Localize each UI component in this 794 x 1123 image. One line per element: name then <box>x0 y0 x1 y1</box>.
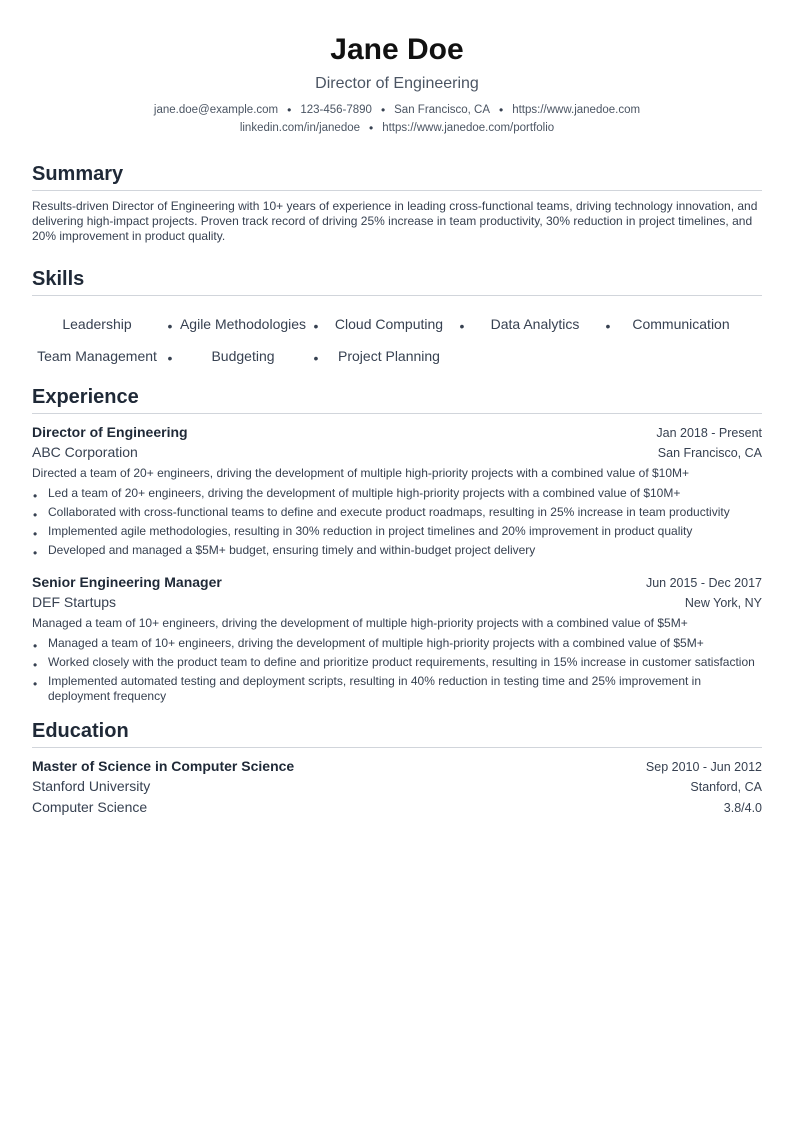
job-dates: Jan 2018 - Present <box>656 426 762 440</box>
skill-item: Project Planning <box>338 347 440 364</box>
bullet-dot: • <box>33 508 38 522</box>
experience-section <box>32 384 762 704</box>
bullet-text: Worked closely with the product team to define and prioritize product requirements, resulting in 15% increase in customer satisfaction <box>48 655 755 669</box>
bullet-text: Managed a team of 10+ engineers, driving the development of multiple high-priority projects with a combined value of $5M+ <box>48 636 704 650</box>
skill-item: Leadership <box>62 315 132 332</box>
skills-row <box>32 346 762 366</box>
skills-heading: Skills <box>32 266 762 296</box>
website-link[interactable]: https://www.janedoe.com <box>512 104 641 116</box>
job-location: San Francisco, CA <box>657 446 762 460</box>
education-heading: Education <box>32 718 762 748</box>
company-name: DEF Startups <box>32 594 117 610</box>
skills-row <box>32 304 762 344</box>
skill-item: Budgeting <box>211 347 275 364</box>
field-of-study: Computer Science <box>32 799 148 815</box>
skill-item: Communication <box>632 315 730 332</box>
bullet-dot: • <box>33 639 38 653</box>
email-link[interactable]: jane.doe@example.com <box>153 104 279 116</box>
skill-separator: • <box>313 350 319 366</box>
skill-item: Data Analytics <box>490 315 580 332</box>
skill-separator: • <box>459 318 465 334</box>
job-bullets <box>32 636 762 704</box>
experience-entry <box>32 572 762 704</box>
summary-heading: Summary <box>32 161 762 191</box>
phone-number[interactable]: 123-456-7890 <box>300 104 372 116</box>
linkedin-link[interactable]: linkedin.com/in/janedoe <box>239 122 361 134</box>
resume-header <box>32 0 762 137</box>
contact-line-secondary <box>32 119 762 137</box>
job-title: Senior Engineering Manager <box>32 574 222 590</box>
contact-separator: • <box>380 103 386 117</box>
candidate-title: Director of Engineering <box>315 75 479 92</box>
bullet-item <box>32 674 762 704</box>
skill-separator: • <box>605 318 611 334</box>
bullet-text: Implemented automated testing and deployment scripts, resulting in 40% reduction in testing time and 25% improvement in deployment frequency <box>48 674 702 703</box>
summary-section <box>32 161 762 244</box>
skill-item: Team Management <box>37 347 157 364</box>
contact-separator: • <box>499 103 504 117</box>
bullet-dot: • <box>33 527 38 541</box>
location-text: San Francisco, CA <box>394 104 491 116</box>
bullet-text: Developed and managed a $5M+ budget, ensuring timely and within-budget project delivery <box>48 543 536 557</box>
bullet-text: Implemented agile methodologies, resulting in 30% reduction in project timelines and 20% improvement in product quality <box>48 524 693 538</box>
summary-text: Results-driven Director of Engineering with 10+ years of experience in leading cross-functional teams, driving technology innovation, and delivering high-impact projects. Proven track record of driving 25% increase in team productivity, 30% reduction in project timelines, and 20% improvement in product quality. <box>32 199 758 243</box>
job-title: Director of Engineering <box>32 424 188 440</box>
contact-line-primary <box>32 101 762 119</box>
bullet-item <box>32 543 762 558</box>
bullet-dot: • <box>33 658 38 672</box>
bullet-item <box>32 524 762 539</box>
job-description: Managed a team of 10+ engineers, driving the development of multiple high-priority projects with a combined value of $5M+ <box>32 616 688 630</box>
skill-item: Agile Methodologies <box>179 315 307 332</box>
skill-separator: • <box>167 350 173 366</box>
experience-entry <box>32 422 762 558</box>
school-name: Stanford University <box>32 778 151 794</box>
job-location: New York, NY <box>684 596 762 610</box>
degree-title: Master of Science in Computer Science <box>32 758 295 774</box>
bullet-text: Collaborated with cross-functional teams to define and execute product roadmaps, resulting in 25% increase in team productivity <box>48 505 730 519</box>
bullet-dot: • <box>33 489 38 503</box>
skill-separator: • <box>313 318 319 334</box>
bullet-item <box>32 636 762 651</box>
experience-heading: Experience <box>32 384 762 414</box>
job-bullets <box>32 486 762 558</box>
bullet-item <box>32 486 762 501</box>
skill-separator: • <box>167 318 173 334</box>
bullet-dot: • <box>33 677 38 691</box>
education-section <box>32 718 762 818</box>
company-name: ABC Corporation <box>32 444 138 460</box>
job-dates: Jun 2015 - Dec 2017 <box>645 576 762 590</box>
education-dates: Sep 2010 - Jun 2012 <box>645 760 762 774</box>
gpa-value: 3.8/4.0 <box>723 801 762 815</box>
bullet-item <box>32 505 762 520</box>
portfolio-link[interactable]: https://www.janedoe.com/portfolio <box>382 122 555 134</box>
skill-item: Cloud Computing <box>334 315 444 332</box>
education-entry <box>32 756 762 818</box>
school-location: Stanford, CA <box>690 780 762 794</box>
candidate-name: Jane Doe <box>330 33 464 66</box>
skills-section <box>32 266 762 366</box>
bullet-item <box>32 655 762 670</box>
contact-separator: • <box>287 103 292 117</box>
bullet-text: Led a team of 20+ engineers, driving the development of multiple high-priority projects with a combined value of $10M+ <box>48 486 681 500</box>
contact-separator: • <box>369 121 374 135</box>
bullet-dot: • <box>33 546 38 560</box>
job-description: Directed a team of 20+ engineers, driving the development of multiple high-priority projects with a combined value of $10M+ <box>32 466 690 480</box>
